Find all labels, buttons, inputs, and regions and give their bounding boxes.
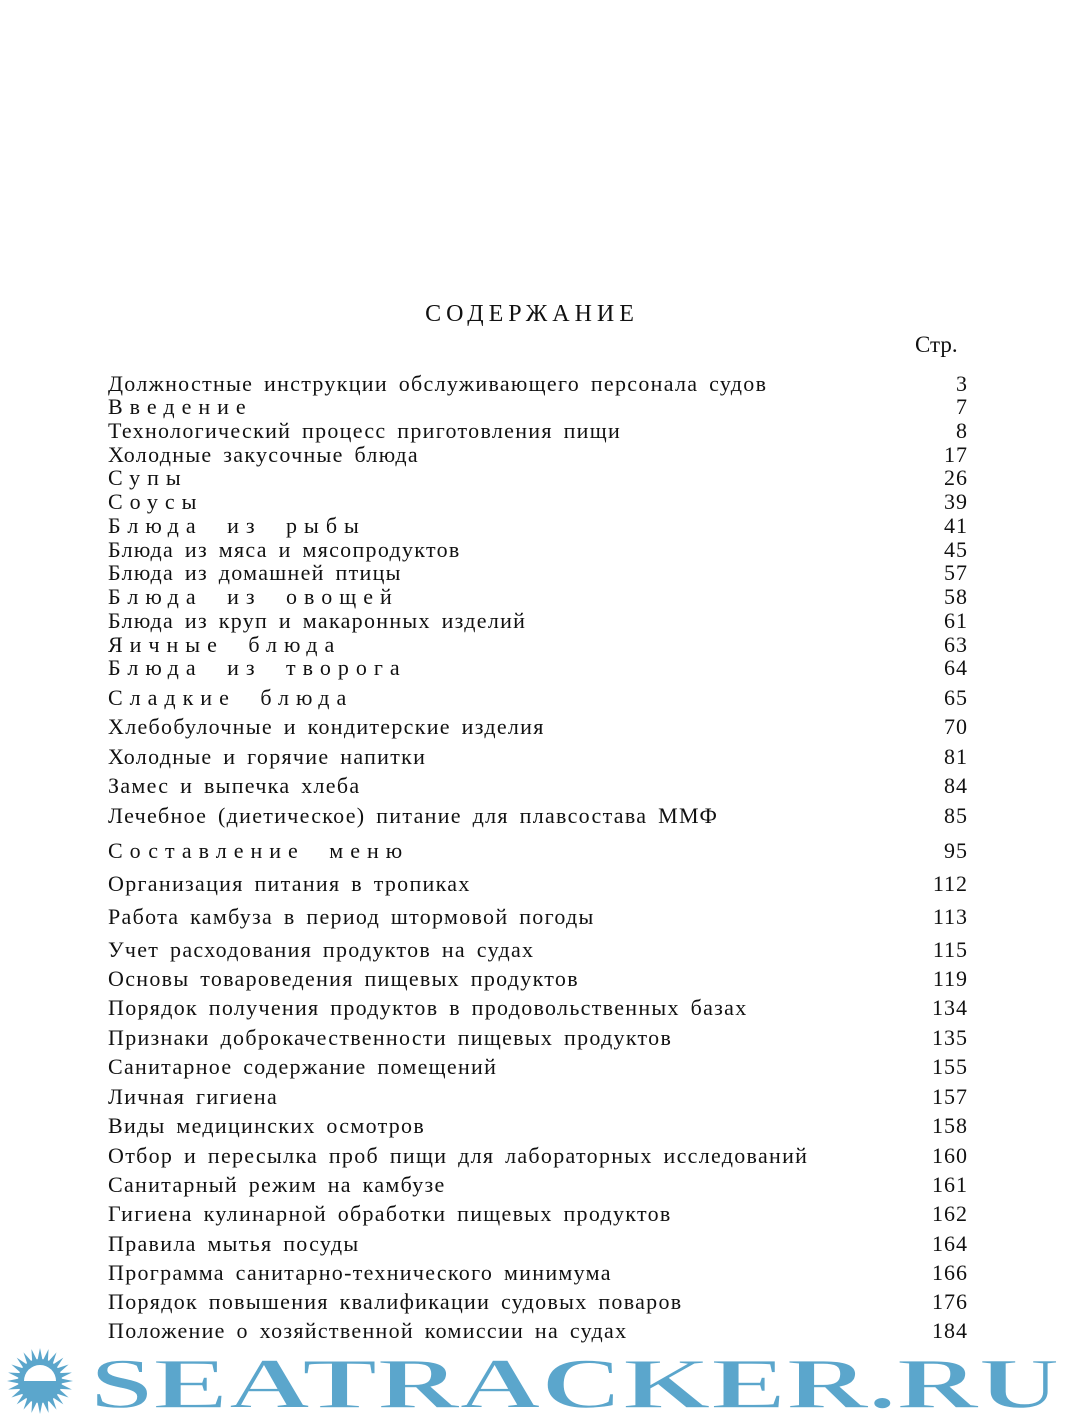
toc-entry-title: Отбор и пересылка проб пищи для лабораторных исследований [108,1143,809,1168]
sun-logo-icon [7,1348,73,1414]
toc-entry-title: Признаки доброкачественности пищевых продуктов [108,1025,673,1050]
toc-entry [108,1290,968,1313]
toc-entry-title: Блюда из круп и макаронных изделий [108,608,527,633]
toc-entry-page: 161 [932,1172,968,1197]
toc-entry [108,872,968,895]
toc-entry [108,774,968,797]
toc-entry-title: Должностные инструкции обслуживающего персонала судов [108,371,768,396]
page-column-label: Стр. [915,332,958,357]
toc-entry-page: 112 [932,871,968,896]
toc-entry [108,1261,968,1284]
toc-entry-page: 134 [932,995,968,1020]
toc-entry-page: 85 [944,803,968,828]
toc-entry-title: Замес и выпечка хлеба [108,773,361,798]
toc-entry [108,395,968,418]
toc-entry-title: Положение о хозяйственной комиссии на судах [108,1318,628,1343]
toc-entry [108,490,968,513]
toc-entry-title: Холодные закусочные блюда [108,442,419,467]
toc-entry [108,1055,968,1078]
toc-entry-page: 119 [932,966,968,991]
toc-entry-title: Порядок получения продуктов в продовольственных базах [108,995,748,1020]
toc-entry-title: Технологический процесс приготовления пищи [108,418,622,443]
toc-entry [108,996,968,1019]
toc-entry-title: Яичные блюда [108,632,342,657]
toc-entry [108,514,968,537]
toc-entry [108,1114,968,1137]
toc-entry-page: 58 [944,584,968,609]
toc-entry-title: Хлебобулочные и кондитерские изделия [108,714,545,739]
toc-entry [108,686,968,709]
toc-entry-page: 57 [944,560,968,585]
toc-entry-page: 39 [944,489,968,514]
toc-entry-title: Блюда из овощей [108,584,399,609]
toc-entry-page: 61 [944,608,968,633]
toc-entry [108,561,968,584]
toc-entry-page: 63 [944,632,968,657]
toc-entry-title: Личная гигиена [108,1084,279,1109]
page-title: СОДЕРЖАНИЕ [425,301,639,327]
toc-entry-page: 95 [944,838,968,863]
toc-entry-title: Составление меню [108,838,410,863]
toc-entry-page: 164 [932,1231,968,1256]
toc-entry-title: Гигиена кулинарной обработки пищевых продуктов [108,1201,672,1226]
toc-entry [108,745,968,768]
toc-entry-title: Санитарный режим на камбузе [108,1172,446,1197]
toc-entry-page: 45 [944,537,968,562]
toc-entry [108,715,968,738]
toc-entry-page: 176 [932,1289,968,1314]
watermark [0,1348,1080,1414]
toc-entry [108,839,968,862]
toc-entry-title: Порядок повышения квалификации судовых поваров [108,1289,683,1314]
toc-entry-page: 17 [944,442,968,467]
toc-entry [108,967,968,990]
toc-entry-title: Учет расходования продуктов на судах [108,937,535,962]
toc-entry [108,1232,968,1255]
toc-entry-page: 162 [932,1201,968,1226]
toc-entry-page: 81 [944,744,968,769]
toc-entry-page: 3 [956,371,968,396]
toc-entry-title: Основы товароведения пищевых продуктов [108,966,579,991]
toc-entry-page: 184 [932,1318,968,1343]
toc-entry [108,372,968,395]
toc-entry [108,905,968,928]
toc-entry-page: 155 [932,1054,968,1079]
toc-entry-title: Введение [108,394,253,419]
toc-entry-title: Сладкие блюда [108,685,354,710]
toc-entry-title: Блюда из домашней птицы [108,560,402,585]
toc-entry-title: Лечебное (диетическое) питание для плавсостава ММФ [108,803,719,828]
toc-entry [108,609,968,632]
toc-entry-page: 160 [932,1143,968,1168]
toc-entry [108,1144,968,1167]
toc-entry-page: 70 [944,714,968,739]
toc-entry-page: 157 [932,1084,968,1109]
toc-entry-title: Блюда из творога [108,655,407,680]
toc-entry [108,938,968,961]
toc-entry [108,466,968,489]
toc-entry-page: 41 [944,513,968,538]
watermark-text: SEATRACKER.RU [90,1348,1060,1414]
toc-entry-title: Холодные и горячие напитки [108,744,427,769]
toc-entry-title: Блюда из рыбы [108,513,366,538]
toc-entry [108,804,968,827]
toc-entry-title: Программа санитарно-технического минимума [108,1260,612,1285]
toc-entry-title: Соусы [108,489,204,514]
toc-entry [108,633,968,656]
toc-entry-page: 166 [932,1260,968,1285]
toc-entry [108,419,968,442]
toc-entry [108,538,968,561]
toc-entry [108,1319,968,1342]
toc-entry [108,1202,968,1225]
toc-entry [108,1026,968,1049]
toc-entry-title: Санитарное содержание помещений [108,1054,498,1079]
toc-entry-title: Виды медицинских осмотров [108,1113,426,1138]
toc-entry-page: 65 [944,685,968,710]
toc-entry-title: Организация питания в тропиках [108,871,471,896]
toc-entry-page: 115 [932,937,968,962]
toc-entry-title: Супы [108,465,188,490]
toc-entry [108,1085,968,1108]
toc-entry-title: Блюда из мяса и мясопродуктов [108,537,461,562]
toc-entry-page: 64 [944,655,968,680]
toc-entry-page: 26 [944,465,968,490]
toc-entry-page: 7 [956,394,968,419]
toc-entry-title: Работа камбуза в период штормовой погоды [108,904,595,929]
toc-entry-title: Правила мытья посуды [108,1231,360,1256]
toc-entry [108,1173,968,1196]
toc-entry-page: 135 [932,1025,968,1050]
toc-entry [108,656,968,679]
toc-entry-page: 113 [932,904,968,929]
toc-entry [108,585,968,608]
toc-entry-page: 84 [944,773,968,798]
toc-entry [108,443,968,466]
toc-entry-page: 158 [932,1113,968,1138]
toc-entry-page: 8 [956,418,968,443]
